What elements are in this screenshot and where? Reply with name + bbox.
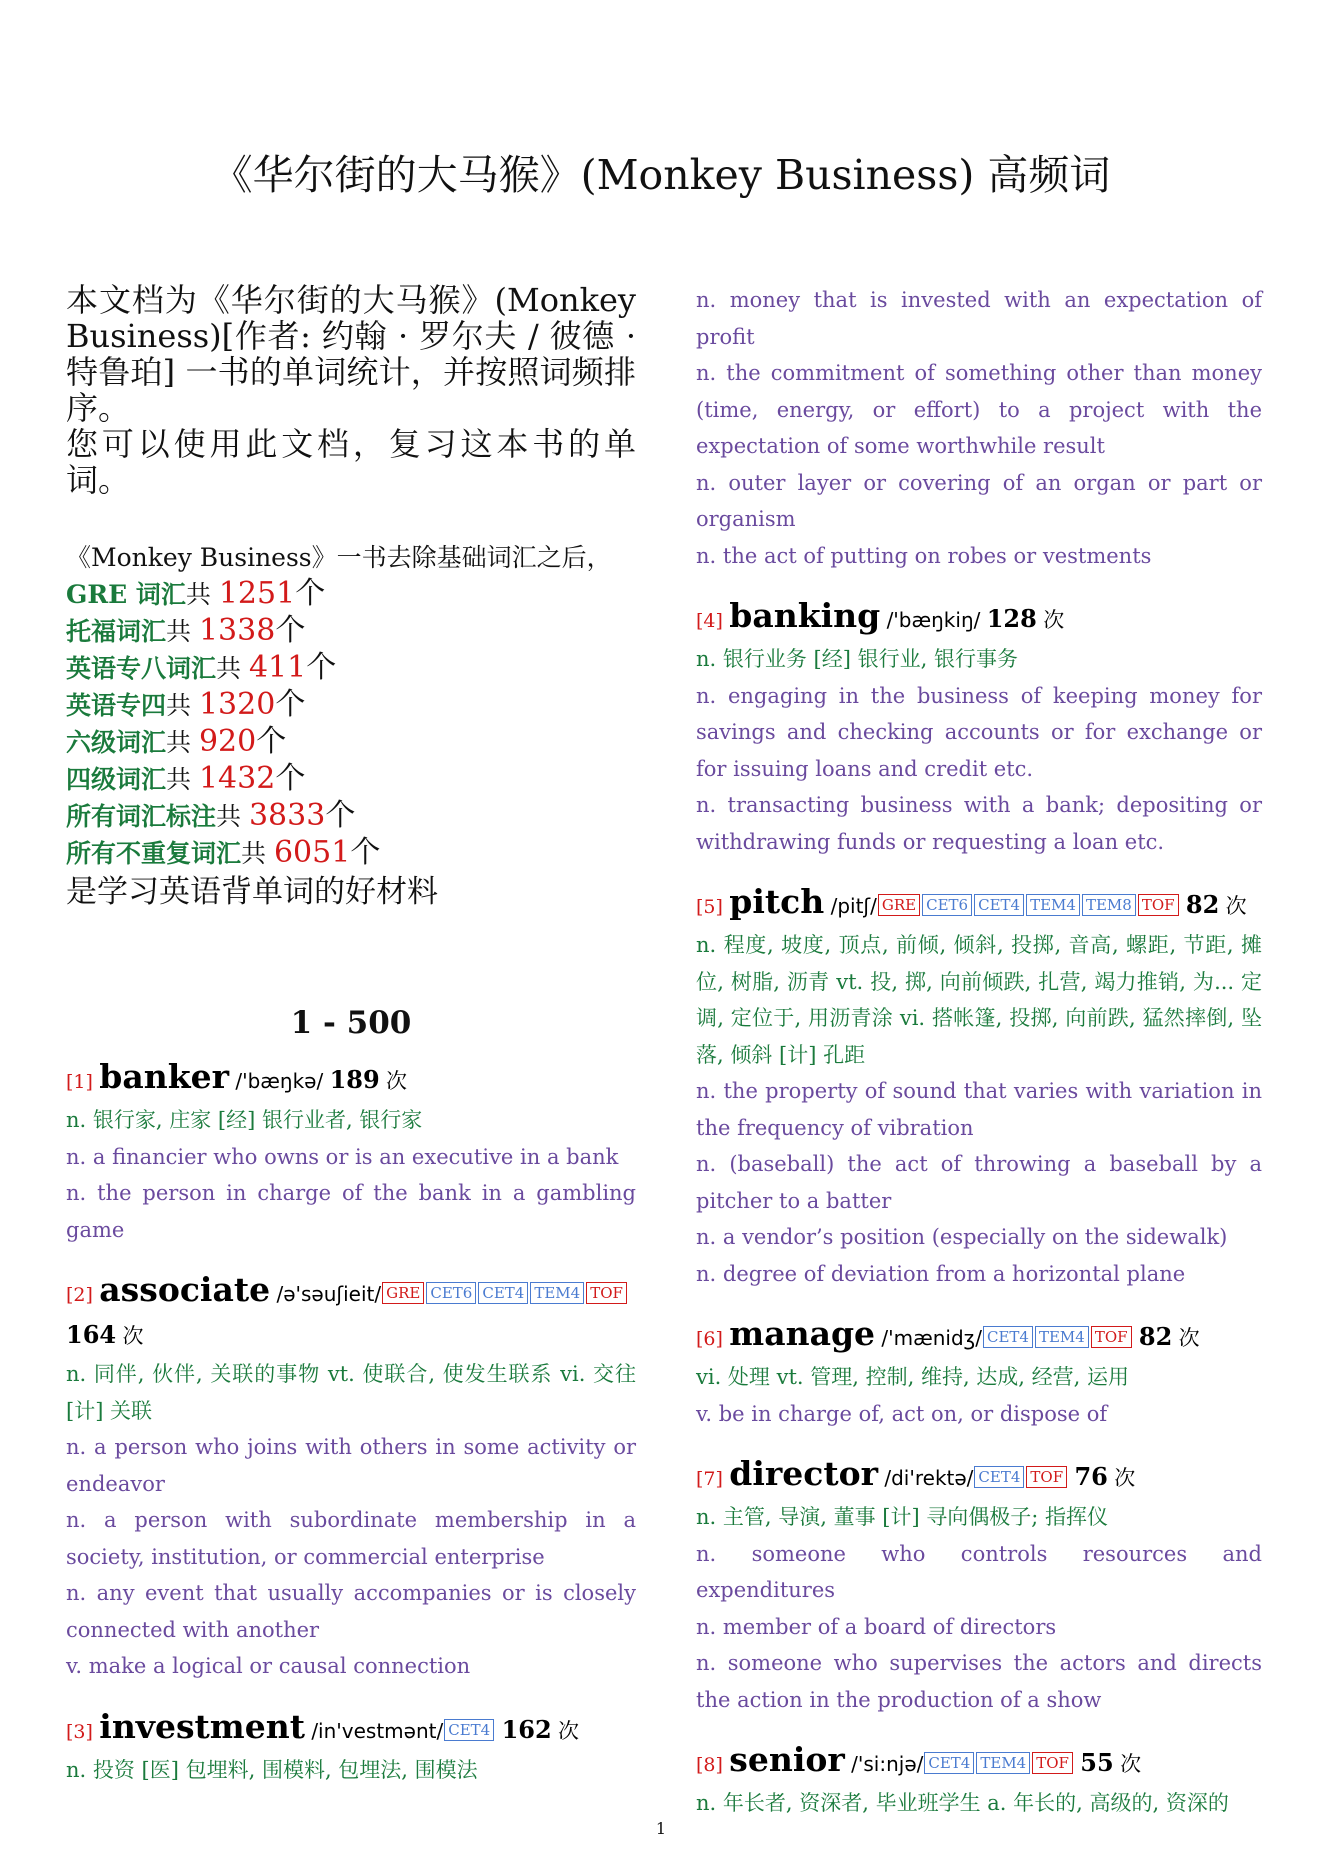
entry-count: 82 bbox=[1185, 890, 1220, 919]
entry-head bbox=[66, 1270, 636, 1356]
exam-tag: CET6 bbox=[922, 894, 972, 916]
definition: n. 投资 [医] 包埋料, 围模料, 包埋法, 围模法 bbox=[66, 1757, 478, 1782]
entry-head bbox=[66, 1057, 636, 1102]
entry-word: director bbox=[729, 1454, 879, 1493]
stats-unit: 个 bbox=[256, 724, 287, 759]
exam-tag: TOF bbox=[1138, 894, 1179, 916]
stats-row bbox=[66, 687, 636, 724]
stats-mid: 共 bbox=[216, 802, 249, 831]
definition: n. any event that usually accompanies or is closely connected with another bbox=[66, 1581, 636, 1642]
stats-mid: 共 bbox=[166, 691, 199, 720]
entry-phonetic: /'bæŋkə/ bbox=[235, 1069, 324, 1093]
range-heading: 1 - 500 bbox=[290, 1005, 412, 1041]
entry-count-unit: 次 bbox=[1120, 1752, 1142, 1776]
stats-lead: 《Monkey Business》一书去除基础词汇之后， bbox=[66, 543, 612, 572]
entry-count: 55 bbox=[1080, 1748, 1114, 1777]
stats-label: 六级词汇 bbox=[66, 728, 167, 757]
definition: n. a financier who owns or is an executive in a bank bbox=[66, 1144, 619, 1169]
stats-label: 英语专四 bbox=[66, 691, 167, 720]
definition: n. someone who controls resources and expenditures bbox=[696, 1541, 1262, 1602]
stats-row bbox=[66, 576, 636, 613]
definition: n. money that is invested with an expectation of profit bbox=[696, 288, 1262, 349]
definition: vi. 处理 vt. 管理, 控制, 维持, 达成, 经营, 运用 bbox=[696, 1365, 1130, 1389]
definition: n. the property of sound that varies with variation in the frequency of vibration bbox=[696, 1079, 1262, 1140]
entry-phonetic: /'mænidʒ/ bbox=[881, 1326, 982, 1350]
entry-count-unit: 次 bbox=[1114, 1466, 1136, 1490]
entry-phonetic: /'si:njə/ bbox=[851, 1752, 924, 1776]
word-entry bbox=[696, 882, 1262, 1292]
entry-head bbox=[696, 882, 1262, 927]
definition: n. transacting business with a bank; depositing or withdrawing funds or requesting a loan etc. bbox=[696, 793, 1262, 854]
definition: n. the act of putting on robes or vestments bbox=[696, 543, 1152, 568]
definition: n. the person in charge of the bank in a gambling game bbox=[66, 1181, 636, 1242]
entry-head bbox=[696, 1740, 1262, 1785]
stats-mid: 共 bbox=[166, 617, 199, 646]
stats-row bbox=[66, 761, 636, 798]
definition: n. degree of deviation from a horizontal plane bbox=[696, 1261, 1186, 1286]
intro-line-1: 本文档为《华尔街的大马猴》(Monkey Business)[作者: 约翰 · 罗尔夫 / 彼德 · 特鲁珀] 一书的单词统计，并按照词频排序。 bbox=[66, 281, 636, 427]
vocab-stats bbox=[66, 540, 636, 910]
word-entry bbox=[696, 1740, 1262, 1822]
stats-unit: 个 bbox=[275, 761, 306, 796]
stats-mid: 共 bbox=[166, 765, 199, 794]
entry-word: investment bbox=[99, 1706, 305, 1746]
entry-count: 164 bbox=[66, 1320, 117, 1349]
exam-tag: GRE bbox=[878, 894, 920, 916]
exam-tag: CET4 bbox=[924, 1752, 974, 1774]
entry-index: [4] bbox=[696, 610, 723, 632]
intro-line-2: 您可以使用此文档，复习这本书的单词。 bbox=[66, 425, 636, 499]
stats-label: 英语专八词汇 bbox=[66, 654, 217, 683]
exam-tag: TOF bbox=[1026, 1466, 1067, 1488]
stats-count: 1251 bbox=[218, 576, 296, 611]
definition: n. a person with subordinate membership in a society, institution, or commercial enterprise bbox=[66, 1508, 636, 1569]
entry-phonetic: /'bæŋkiŋ/ bbox=[886, 608, 981, 632]
exam-tag: TEM8 bbox=[1082, 894, 1136, 916]
entry-phonetic: /pitʃ/ bbox=[830, 894, 877, 918]
word-entry bbox=[66, 1270, 636, 1685]
right-column bbox=[696, 282, 1262, 1844]
stats-label: 托福词汇 bbox=[66, 617, 167, 646]
exam-tag: TEM4 bbox=[1035, 1326, 1089, 1348]
stats-mid: 共 bbox=[185, 580, 219, 609]
entry-count-unit: 次 bbox=[558, 1718, 580, 1743]
stats-unit: 个 bbox=[275, 687, 306, 722]
entry-count: 162 bbox=[501, 1714, 552, 1744]
stats-label: 所有不重复词汇 bbox=[66, 839, 242, 868]
definition: n. (baseball) the act of throwing a baseball by a pitcher to a batter bbox=[696, 1152, 1262, 1213]
stats-unit: 个 bbox=[306, 650, 337, 685]
stats-final: 是学习英语背单词的好材料 bbox=[66, 874, 438, 910]
entry-count: 76 bbox=[1074, 1462, 1108, 1491]
exam-tag: TEM4 bbox=[1026, 894, 1080, 916]
definition: n. 银行家, 庄家 [经] 银行业者, 银行家 bbox=[66, 1108, 423, 1132]
exam-tag: TOF bbox=[586, 1282, 627, 1304]
word-entry bbox=[696, 596, 1262, 860]
stats-mid: 共 bbox=[166, 728, 199, 757]
entry-index: [2] bbox=[66, 1284, 93, 1306]
exam-tag: CET4 bbox=[478, 1282, 528, 1304]
page-title: 《华尔街的大马猴》(Monkey Business) 高频词 bbox=[211, 151, 1111, 199]
entry-word: banker bbox=[99, 1057, 229, 1096]
exam-tag: CET4 bbox=[444, 1719, 494, 1741]
left-entries bbox=[66, 1057, 636, 1788]
definition: n. 银行业务 [经] 银行业, 银行事务 bbox=[696, 647, 1018, 671]
entry-index: [5] bbox=[696, 896, 723, 918]
stats-row bbox=[66, 724, 636, 761]
exam-tag: TOF bbox=[1091, 1326, 1132, 1348]
definition: n. engaging in the business of keeping money for savings and checking accounts or for exchange or for issuing loans and credit etc. bbox=[696, 683, 1262, 781]
entry-head bbox=[696, 1314, 1262, 1359]
entry-index: [8] bbox=[696, 1754, 723, 1776]
investment-continuation bbox=[696, 282, 1262, 574]
entry-word: manage bbox=[729, 1314, 876, 1353]
left-column bbox=[66, 282, 636, 1810]
stats-row bbox=[66, 835, 636, 872]
stats-unit: 个 bbox=[325, 798, 356, 833]
entry-word: senior bbox=[729, 1740, 845, 1779]
entry-head bbox=[66, 1707, 636, 1752]
stats-row bbox=[66, 650, 636, 687]
stats-count: 1320 bbox=[198, 687, 276, 722]
definition: n. 年长者, 资深者, 毕业班学生 a. 年长的, 高级的, 资深的 bbox=[696, 1791, 1229, 1815]
stats-count: 411 bbox=[248, 650, 307, 685]
exam-tag: TEM4 bbox=[530, 1282, 584, 1304]
exam-tag: TEM4 bbox=[976, 1752, 1030, 1774]
word-entry bbox=[696, 1454, 1262, 1718]
word-entry bbox=[66, 1707, 636, 1789]
entry-phonetic: /di'rektə/ bbox=[884, 1466, 974, 1490]
stats-row bbox=[66, 798, 636, 835]
entry-head bbox=[696, 1454, 1262, 1499]
stats-mid: 共 bbox=[241, 839, 274, 868]
stats-unit: 个 bbox=[350, 835, 381, 870]
definition: n. the commitment of something other than money (time, energy, or effort) to a project with the expectation of some worthwhile result bbox=[696, 361, 1262, 458]
entry-word: banking bbox=[729, 596, 881, 635]
exam-tag: GRE bbox=[382, 1282, 424, 1304]
stats-count: 1338 bbox=[198, 613, 276, 648]
definition: n. 程度, 坡度, 顶点, 前倾, 倾斜, 投掷, 音高, 螺距, 节距, 摊位, 树脂, 沥青 vt. 投, 掷, 向前倾跌, 扎营, 竭力推销, 为... 定调, 定位于, 用沥青涂 vi. 搭帐篷, 投掷, 向前跌, 猛然摔倒, 坠落, 倾斜 [计] 孔距 bbox=[696, 933, 1262, 1067]
word-entry bbox=[66, 1057, 636, 1248]
intro bbox=[66, 282, 636, 498]
entry-index: [3] bbox=[66, 1720, 93, 1743]
entry-word: pitch bbox=[729, 882, 825, 921]
entry-count-unit: 次 bbox=[386, 1069, 408, 1093]
stats-unit: 个 bbox=[295, 576, 326, 611]
definition: v. be in charge of, act on, or dispose of bbox=[696, 1401, 1108, 1426]
word-entry bbox=[696, 1314, 1262, 1432]
stats-rows bbox=[66, 576, 636, 872]
entry-count-unit: 次 bbox=[1178, 1326, 1200, 1350]
entry-index: [1] bbox=[66, 1071, 93, 1093]
entry-phonetic: /ə'səuʃieit/ bbox=[276, 1282, 382, 1306]
entry-count-unit: 次 bbox=[1225, 894, 1247, 918]
definition: n. member of a board of directors bbox=[696, 1614, 1057, 1639]
stats-count: 3833 bbox=[248, 798, 326, 833]
entry-index: [6] bbox=[696, 1328, 723, 1350]
definition: v. make a logical or causal connection bbox=[66, 1654, 471, 1678]
exam-tag: CET4 bbox=[974, 894, 1024, 916]
stats-label: GRE 词汇 bbox=[66, 580, 186, 609]
definition: n. someone who supervises the actors and directs the action in the production of a show bbox=[696, 1651, 1262, 1712]
entry-count: 82 bbox=[1138, 1322, 1173, 1351]
definition: n. 同伴, 伙伴, 关联的事物 vt. 使联合, 使发生联系 vi. 交往 [计] 关联 bbox=[66, 1362, 636, 1423]
stats-label: 所有词汇标注 bbox=[66, 802, 217, 831]
definition: n. 主管, 导演, 董事 [计] 寻向偶极子; 指挥仪 bbox=[696, 1505, 1109, 1529]
stats-count: 1432 bbox=[198, 761, 276, 796]
exam-tag: CET4 bbox=[974, 1466, 1024, 1488]
stats-count: 920 bbox=[198, 724, 257, 759]
definition: n. a vendor’s position (especially on the sidewalk) bbox=[696, 1225, 1228, 1249]
stats-unit: 个 bbox=[275, 613, 306, 648]
page-number: 1 bbox=[655, 1819, 667, 1838]
definition: n. a person who joins with others in some activity or endeavor bbox=[66, 1435, 636, 1496]
entry-word: associate bbox=[99, 1270, 271, 1309]
exam-tag: CET6 bbox=[426, 1282, 476, 1304]
stats-mid: 共 bbox=[216, 654, 249, 683]
stats-label: 四级词汇 bbox=[66, 765, 167, 794]
definition: n. outer layer or covering of an organ or part or organism bbox=[696, 470, 1262, 531]
entry-index: [7] bbox=[696, 1468, 723, 1490]
entry-count-unit: 次 bbox=[1043, 608, 1065, 632]
right-entries bbox=[696, 596, 1262, 1822]
exam-tag: CET4 bbox=[983, 1326, 1033, 1348]
entry-count: 128 bbox=[986, 604, 1037, 633]
stats-row bbox=[66, 613, 636, 650]
entry-count-unit: 次 bbox=[122, 1324, 144, 1348]
entry-phonetic: /in'vestmənt/ bbox=[311, 1718, 444, 1743]
entry-count: 189 bbox=[329, 1065, 380, 1094]
stats-count: 6051 bbox=[273, 835, 351, 870]
entry-head bbox=[696, 596, 1262, 641]
exam-tag: TOF bbox=[1032, 1752, 1073, 1774]
